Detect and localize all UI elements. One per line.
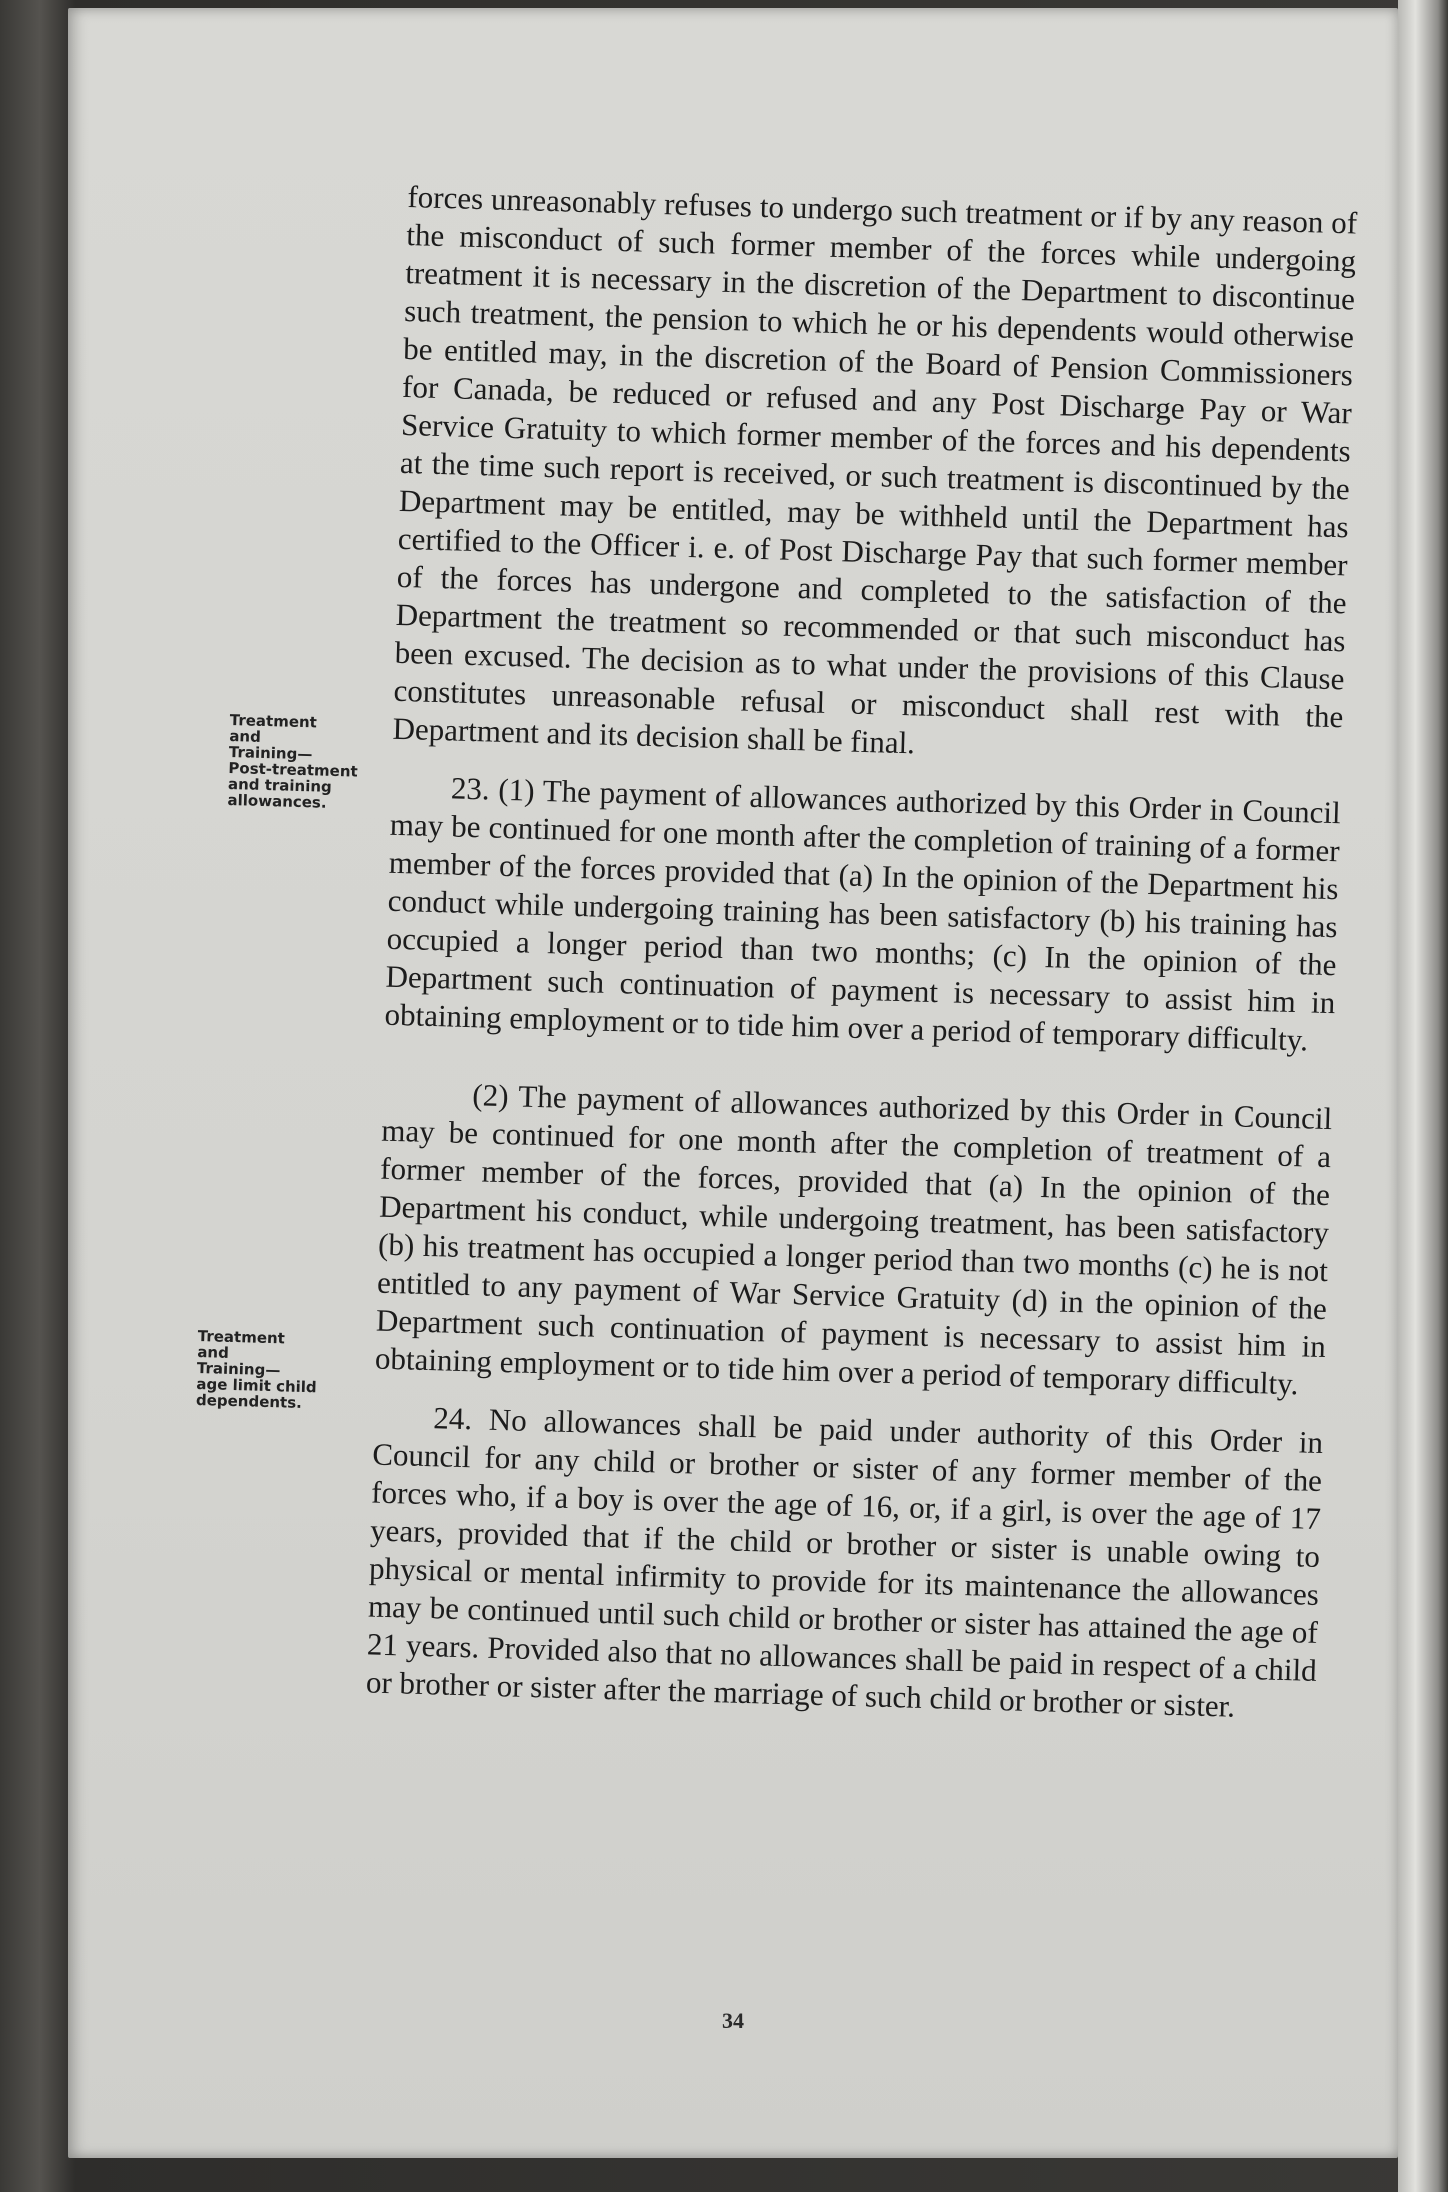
page-edge	[1398, 0, 1448, 2192]
margin-note-line: Treatment	[197, 1327, 286, 1348]
margin-note-line: Training—	[196, 1358, 281, 1380]
margin-note-line: dependents.	[195, 1390, 303, 1412]
body-text	[365, 178, 1357, 1728]
margin-note-age-limit	[196, 1328, 318, 1411]
margin-note-line: and training	[227, 774, 333, 796]
margin-note-line: and	[197, 1342, 230, 1362]
page-number: 34	[722, 2008, 744, 2033]
margin-note-line: allowances.	[227, 790, 327, 812]
margin-note-line: Post-treatment	[228, 758, 358, 781]
clause-23-1: 23. (1) The payment of allowances authorized by this Order in Council may be continued for one month after the completion of training of a former member of the forces provided that (a) In the opinion of the Department his conduct while undergoing training has been satisfactory (b) his training has occupied a longer period than two months; (c) In the opinion of the Department such continuation of payment is necessary to assist him in obtaining employment or to tide him over a period of temporary difficulty.	[384, 770, 1342, 1058]
document-page	[68, 8, 1398, 2158]
continuation-paragraph: forces unreasonably refuses to undergo such treatment or if by any reason of the misconduct of such former member of the forces while undergoing treatment it is necessary in the discretion of the Department to discontinue such treatment, the pension to which he or his dependents would otherwise be entitled may, in the discretion of the Board of Pension Commissioners for Canada, be reduced or refused and any Post Discharge Pay or War Service Gratuity to which former member of the forces and his dependents at the time such report is received, or such treatment is discontinued by the Department may be entitled, may be withheld until the Department has certified to the Officer i. e. of Post Discharge Pay that such former member of the forces has undergone and completed to the satisfaction of the Department the treatment so recommended or that such misconduct has been excused. The decision as to what under the provisions of this Clause constitutes unreasonable refusal or misconduct shall rest with the Department and its decision shall be final.	[392, 178, 1358, 761]
margin-note-line: and	[229, 726, 262, 746]
margin-note-line: Treatment	[229, 711, 318, 732]
margin-note-post-treatment	[227, 712, 359, 812]
margin-note-line: age limit child	[196, 1374, 317, 1397]
clause-24: 24. No allowances shall be paid under authority of this Order in Council for any child or brother or sister of any former member of the forces who, if a boy is over the age of 16, or, if a girl, is over the age of 17 years, provided that if the child or brother or sister is unable owing to physical or mental infirmity to provide for its maintenance the allowances may be continued until such child or brother or sister has attained the age of 21 years. Provided also that no allowances shall be paid in respect of a child or brother or sister after the marriage of such child or brother or sister.	[365, 1400, 1324, 1724]
clause-23-2: (2) The payment of allowances authorized by this Order in Council may be continued for one month after the completion of treatment of a former member of the forces, provided that (a) In the opinion of the Department his conduct, while undergoing treatment, has been satisfactory (b) his treatment has occupied a longer period than two months (c) he is not entitled to any payment of War Service Gratuity (d) in the opinion of the Department such continuation of payment is necessary to assist him in obtaining employment or to tide him over a period of temporary difficulty.	[374, 1077, 1333, 1402]
margin-note-line: Training—	[228, 742, 313, 764]
